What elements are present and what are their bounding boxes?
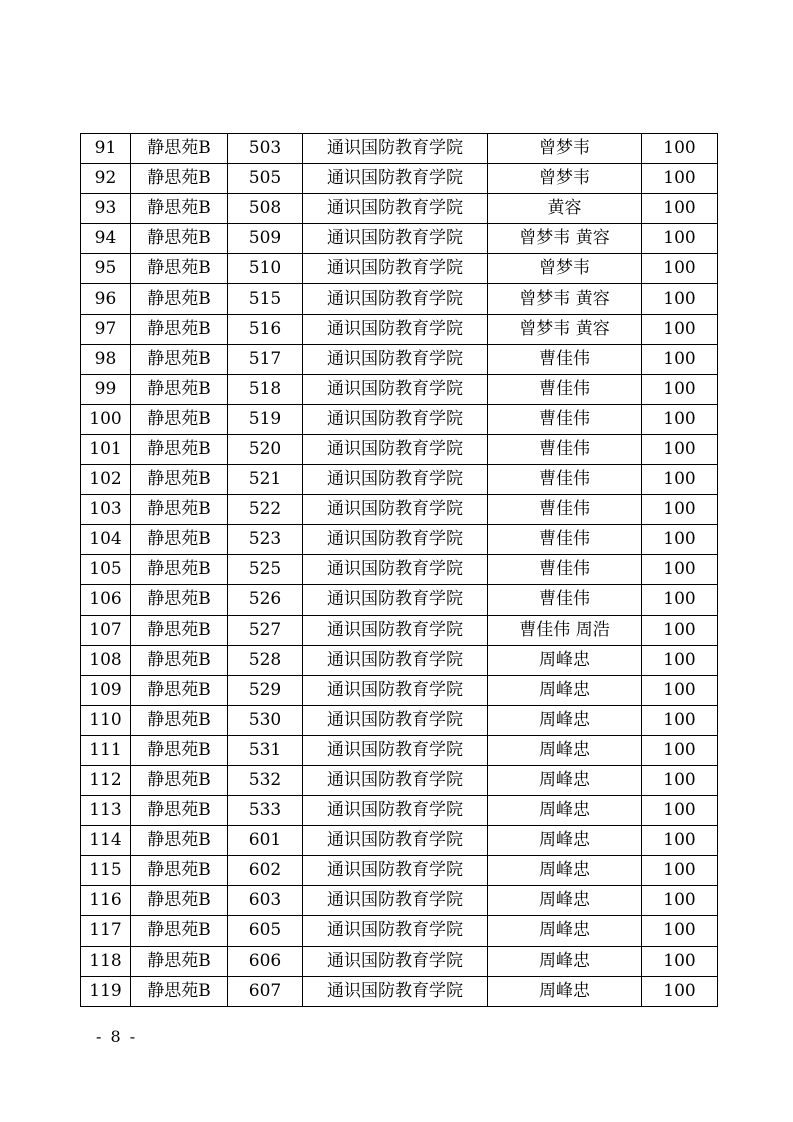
score-cell: 100 xyxy=(642,525,718,555)
score-cell: 100 xyxy=(642,284,718,314)
inspector-cell: 曹佳伟 周浩 xyxy=(488,615,642,645)
table-row xyxy=(81,284,718,314)
college-cell: 通识国防教育学院 xyxy=(303,645,488,675)
table-row xyxy=(81,344,718,374)
inspector-cell: 曾梦韦 xyxy=(488,254,642,284)
inspector-cell: 周峰忠 xyxy=(488,705,642,735)
building-cell: 静思苑B xyxy=(131,856,228,886)
college-cell: 通识国防教育学院 xyxy=(303,765,488,795)
building-cell: 静思苑B xyxy=(131,615,228,645)
inspector-cell: 周峰忠 xyxy=(488,976,642,1006)
inspector-cell: 曹佳伟 xyxy=(488,585,642,615)
inspector-cell: 曹佳伟 xyxy=(488,344,642,374)
score-cell: 100 xyxy=(642,615,718,645)
score-cell: 100 xyxy=(642,886,718,916)
building-cell: 静思苑B xyxy=(131,254,228,284)
room-number-cell: 520 xyxy=(228,434,303,464)
inspector-cell: 周峰忠 xyxy=(488,675,642,705)
room-number-cell: 531 xyxy=(228,735,303,765)
score-cell: 100 xyxy=(642,705,718,735)
college-cell: 通识国防教育学院 xyxy=(303,525,488,555)
score-cell: 100 xyxy=(642,404,718,434)
page-number: - 8 - xyxy=(96,1027,138,1046)
college-cell: 通识国防教育学院 xyxy=(303,224,488,254)
row-number-cell: 106 xyxy=(81,585,131,615)
inspector-cell: 曹佳伟 xyxy=(488,465,642,495)
room-number-cell: 528 xyxy=(228,645,303,675)
room-number-cell: 601 xyxy=(228,826,303,856)
building-cell: 静思苑B xyxy=(131,495,228,525)
inspector-cell: 周峰忠 xyxy=(488,826,642,856)
table-row xyxy=(81,886,718,916)
inspector-cell: 周峰忠 xyxy=(488,886,642,916)
table-row xyxy=(81,254,718,284)
building-cell: 静思苑B xyxy=(131,946,228,976)
inspector-cell: 周峰忠 xyxy=(488,765,642,795)
row-number-cell: 105 xyxy=(81,555,131,585)
college-cell: 通识国防教育学院 xyxy=(303,856,488,886)
row-number-cell: 92 xyxy=(81,164,131,194)
table-row xyxy=(81,796,718,826)
score-cell: 100 xyxy=(642,826,718,856)
table-row xyxy=(81,856,718,886)
college-cell: 通识国防教育学院 xyxy=(303,344,488,374)
row-number-cell: 97 xyxy=(81,314,131,344)
building-cell: 静思苑B xyxy=(131,555,228,585)
inspector-cell: 曹佳伟 xyxy=(488,495,642,525)
college-cell: 通识国防教育学院 xyxy=(303,374,488,404)
room-number-cell: 509 xyxy=(228,224,303,254)
inspector-cell: 曾梦韦 黄容 xyxy=(488,224,642,254)
inspector-cell: 周峰忠 xyxy=(488,645,642,675)
table-row xyxy=(81,194,718,224)
row-number-cell: 119 xyxy=(81,976,131,1006)
college-cell: 通识国防教育学院 xyxy=(303,194,488,224)
score-cell: 100 xyxy=(642,555,718,585)
building-cell: 静思苑B xyxy=(131,976,228,1006)
building-cell: 静思苑B xyxy=(131,374,228,404)
table-row xyxy=(81,585,718,615)
room-number-cell: 607 xyxy=(228,976,303,1006)
row-number-cell: 112 xyxy=(81,765,131,795)
building-cell: 静思苑B xyxy=(131,314,228,344)
college-cell: 通识国防教育学院 xyxy=(303,796,488,826)
building-cell: 静思苑B xyxy=(131,585,228,615)
row-number-cell: 115 xyxy=(81,856,131,886)
table-row xyxy=(81,705,718,735)
college-cell: 通识国防教育学院 xyxy=(303,585,488,615)
building-cell: 静思苑B xyxy=(131,465,228,495)
college-cell: 通识国防教育学院 xyxy=(303,465,488,495)
building-cell: 静思苑B xyxy=(131,796,228,826)
room-number-cell: 508 xyxy=(228,194,303,224)
table-row xyxy=(81,645,718,675)
row-number-cell: 103 xyxy=(81,495,131,525)
score-cell: 100 xyxy=(642,194,718,224)
table-row xyxy=(81,164,718,194)
table-row xyxy=(81,976,718,1006)
score-cell: 100 xyxy=(642,314,718,344)
row-number-cell: 117 xyxy=(81,916,131,946)
inspector-cell: 曹佳伟 xyxy=(488,434,642,464)
inspector-cell: 周峰忠 xyxy=(488,796,642,826)
college-cell: 通识国防教育学院 xyxy=(303,615,488,645)
college-cell: 通识国防教育学院 xyxy=(303,705,488,735)
score-cell: 100 xyxy=(642,164,718,194)
room-number-cell: 516 xyxy=(228,314,303,344)
score-cell: 100 xyxy=(642,675,718,705)
table-row xyxy=(81,134,718,164)
college-cell: 通识国防教育学院 xyxy=(303,404,488,434)
building-cell: 静思苑B xyxy=(131,916,228,946)
college-cell: 通识国防教育学院 xyxy=(303,916,488,946)
score-cell: 100 xyxy=(642,465,718,495)
table-row xyxy=(81,434,718,464)
college-cell: 通识国防教育学院 xyxy=(303,134,488,164)
score-cell: 100 xyxy=(642,585,718,615)
room-number-cell: 518 xyxy=(228,374,303,404)
table-row xyxy=(81,826,718,856)
row-number-cell: 116 xyxy=(81,886,131,916)
table-row xyxy=(81,224,718,254)
inspector-cell: 曹佳伟 xyxy=(488,374,642,404)
score-cell: 100 xyxy=(642,254,718,284)
building-cell: 静思苑B xyxy=(131,705,228,735)
row-number-cell: 113 xyxy=(81,796,131,826)
building-cell: 静思苑B xyxy=(131,344,228,374)
row-number-cell: 98 xyxy=(81,344,131,374)
table-row xyxy=(81,946,718,976)
room-number-cell: 510 xyxy=(228,254,303,284)
table-row xyxy=(81,615,718,645)
table-row xyxy=(81,404,718,434)
room-number-cell: 525 xyxy=(228,555,303,585)
table-body xyxy=(81,134,718,1007)
score-cell: 100 xyxy=(642,495,718,525)
room-number-cell: 603 xyxy=(228,886,303,916)
inspector-cell: 曹佳伟 xyxy=(488,525,642,555)
building-cell: 静思苑B xyxy=(131,645,228,675)
room-number-cell: 517 xyxy=(228,344,303,374)
score-cell: 100 xyxy=(642,344,718,374)
row-number-cell: 111 xyxy=(81,735,131,765)
room-number-cell: 526 xyxy=(228,585,303,615)
score-cell: 100 xyxy=(642,374,718,404)
building-cell: 静思苑B xyxy=(131,164,228,194)
score-cell: 100 xyxy=(642,735,718,765)
building-cell: 静思苑B xyxy=(131,826,228,856)
college-cell: 通识国防教育学院 xyxy=(303,675,488,705)
row-number-cell: 100 xyxy=(81,404,131,434)
college-cell: 通识国防教育学院 xyxy=(303,555,488,585)
building-cell: 静思苑B xyxy=(131,886,228,916)
inspector-cell: 曾梦韦 黄容 xyxy=(488,284,642,314)
score-cell: 100 xyxy=(642,976,718,1006)
row-number-cell: 94 xyxy=(81,224,131,254)
room-number-cell: 527 xyxy=(228,615,303,645)
score-cell: 100 xyxy=(642,645,718,675)
room-number-cell: 533 xyxy=(228,796,303,826)
dorm-inspection-table xyxy=(80,133,718,1007)
room-number-cell: 522 xyxy=(228,495,303,525)
building-cell: 静思苑B xyxy=(131,284,228,314)
table-row xyxy=(81,675,718,705)
room-number-cell: 605 xyxy=(228,916,303,946)
room-number-cell: 521 xyxy=(228,465,303,495)
inspector-cell: 周峰忠 xyxy=(488,856,642,886)
building-cell: 静思苑B xyxy=(131,194,228,224)
score-cell: 100 xyxy=(642,434,718,464)
inspector-cell: 周峰忠 xyxy=(488,916,642,946)
score-cell: 100 xyxy=(642,765,718,795)
inspector-cell: 曾梦韦 xyxy=(488,134,642,164)
room-number-cell: 519 xyxy=(228,404,303,434)
score-cell: 100 xyxy=(642,224,718,254)
row-number-cell: 99 xyxy=(81,374,131,404)
building-cell: 静思苑B xyxy=(131,134,228,164)
score-cell: 100 xyxy=(642,856,718,886)
room-number-cell: 503 xyxy=(228,134,303,164)
row-number-cell: 114 xyxy=(81,826,131,856)
row-number-cell: 108 xyxy=(81,645,131,675)
score-cell: 100 xyxy=(642,916,718,946)
table-row xyxy=(81,525,718,555)
room-number-cell: 515 xyxy=(228,284,303,314)
row-number-cell: 109 xyxy=(81,675,131,705)
college-cell: 通识国防教育学院 xyxy=(303,284,488,314)
table-row xyxy=(81,555,718,585)
row-number-cell: 101 xyxy=(81,434,131,464)
row-number-cell: 91 xyxy=(81,134,131,164)
building-cell: 静思苑B xyxy=(131,675,228,705)
score-cell: 100 xyxy=(642,134,718,164)
table-row xyxy=(81,374,718,404)
row-number-cell: 110 xyxy=(81,705,131,735)
inspector-cell: 曹佳伟 xyxy=(488,404,642,434)
inspector-cell: 曾梦韦 黄容 xyxy=(488,314,642,344)
inspector-cell: 曾梦韦 xyxy=(488,164,642,194)
table-row xyxy=(81,314,718,344)
building-cell: 静思苑B xyxy=(131,434,228,464)
college-cell: 通识国防教育学院 xyxy=(303,314,488,344)
room-number-cell: 532 xyxy=(228,765,303,795)
room-number-cell: 529 xyxy=(228,675,303,705)
building-cell: 静思苑B xyxy=(131,765,228,795)
college-cell: 通识国防教育学院 xyxy=(303,434,488,464)
college-cell: 通识国防教育学院 xyxy=(303,254,488,284)
room-number-cell: 606 xyxy=(228,946,303,976)
row-number-cell: 93 xyxy=(81,194,131,224)
row-number-cell: 107 xyxy=(81,615,131,645)
building-cell: 静思苑B xyxy=(131,224,228,254)
college-cell: 通识国防教育学院 xyxy=(303,495,488,525)
inspector-cell: 周峰忠 xyxy=(488,946,642,976)
building-cell: 静思苑B xyxy=(131,525,228,555)
score-cell: 100 xyxy=(642,796,718,826)
building-cell: 静思苑B xyxy=(131,735,228,765)
college-cell: 通识国防教育学院 xyxy=(303,976,488,1006)
college-cell: 通识国防教育学院 xyxy=(303,886,488,916)
college-cell: 通识国防教育学院 xyxy=(303,735,488,765)
college-cell: 通识国防教育学院 xyxy=(303,826,488,856)
inspector-cell: 周峰忠 xyxy=(488,735,642,765)
row-number-cell: 95 xyxy=(81,254,131,284)
building-cell: 静思苑B xyxy=(131,404,228,434)
score-cell: 100 xyxy=(642,946,718,976)
inspector-cell: 黄容 xyxy=(488,194,642,224)
room-number-cell: 602 xyxy=(228,856,303,886)
inspector-cell: 曹佳伟 xyxy=(488,555,642,585)
row-number-cell: 96 xyxy=(81,284,131,314)
table-row xyxy=(81,916,718,946)
table-row xyxy=(81,735,718,765)
row-number-cell: 104 xyxy=(81,525,131,555)
room-number-cell: 530 xyxy=(228,705,303,735)
table-row xyxy=(81,495,718,525)
table-row xyxy=(81,465,718,495)
row-number-cell: 102 xyxy=(81,465,131,495)
room-number-cell: 505 xyxy=(228,164,303,194)
college-cell: 通识国防教育学院 xyxy=(303,946,488,976)
college-cell: 通识国防教育学院 xyxy=(303,164,488,194)
room-number-cell: 523 xyxy=(228,525,303,555)
row-number-cell: 118 xyxy=(81,946,131,976)
table-row xyxy=(81,765,718,795)
